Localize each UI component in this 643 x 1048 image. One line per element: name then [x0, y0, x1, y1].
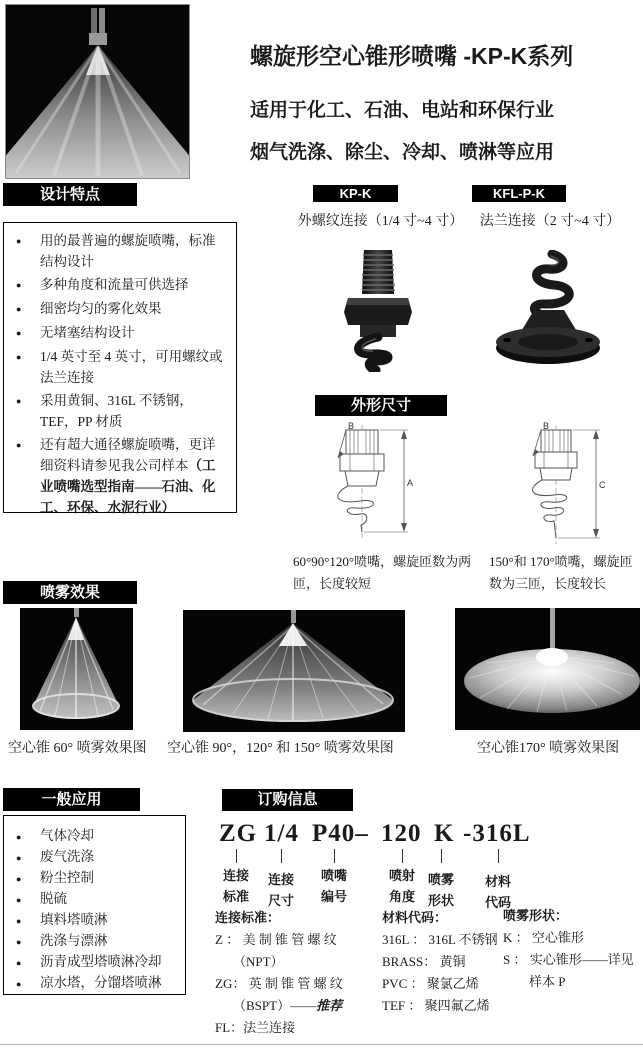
bullet-icon: ●	[16, 958, 22, 968]
legend-row: ZG： 英 制 锥 管 螺 纹	[215, 976, 343, 991]
code-label-material: 材料 代码	[484, 874, 511, 910]
list-item: ● 无堵塞结构设计	[16, 322, 230, 344]
dim-label-c: C	[599, 480, 606, 490]
list-item: ● 粉尘控制	[16, 868, 181, 889]
list-item: ● 细密均匀的雾化效果	[16, 298, 230, 320]
bullet-icon: ●	[16, 396, 22, 406]
dimension-diagram-short	[316, 420, 416, 550]
kflpk-connection-text: 法兰连接（2 寸~4 寸）	[479, 214, 621, 229]
bullet-icon: ●	[16, 304, 22, 314]
catalog-reference-bold: （工业喷嘴选型指南——石油、化工、环保、水泥行业）	[40, 458, 216, 515]
list-item: ● 脱硫	[16, 889, 181, 910]
code-label-spray-shape: 喷雾 形状	[427, 872, 454, 908]
legend-spray-shapes	[503, 905, 643, 993]
spray-photo-60	[20, 608, 133, 730]
bullet-icon: ●	[16, 352, 22, 362]
legend-row: 样本 P	[529, 974, 566, 989]
spray-caption-60: 空心锥 60° 喷雾效果图	[8, 741, 147, 756]
code-label-spray-angle: 喷射 角度	[388, 868, 415, 904]
kflpk-product-photo	[494, 250, 602, 368]
code-label-connection-standard: 连接 标准	[222, 868, 249, 904]
dim-label-b: B	[348, 421, 355, 431]
bullet-icon: ●	[16, 895, 22, 905]
legend-title: 连接标准：	[215, 910, 281, 925]
page-subtitle-2: 烟气洗涤、除尘、冷却、喷淋等应用	[250, 142, 555, 163]
order-code-connection-standard: ZG	[219, 820, 258, 847]
spray-caption-90-150: 空心锥 90°，120° 和 150° 喷雾效果图	[167, 741, 394, 756]
legend-row: K ： 空心锥形	[503, 930, 584, 945]
legend-row: BRASS： 黄铜	[382, 954, 466, 969]
bullet-icon: ●	[16, 440, 22, 450]
hero-spray-image	[6, 5, 189, 178]
legend-connection-standard	[215, 907, 387, 1039]
legend-row: FL：法兰连接	[215, 1020, 296, 1035]
dim-label-a: A	[407, 478, 414, 488]
bullet-icon: ●	[16, 280, 22, 290]
page-bottom-rule	[0, 1044, 643, 1045]
legend-row: （BSPT）——推荐	[233, 998, 343, 1013]
dimension-caption-right: 150°和 170°喷嘴，螺旋匝数为三匝，长度较长	[489, 554, 633, 591]
bullet-icon: ●	[16, 236, 22, 246]
order-code-spray-shape: K	[434, 820, 455, 847]
code-tick	[402, 849, 403, 863]
applications-box	[3, 815, 186, 995]
page-title: 螺旋形空心锥形喷嘴 -KP-K系列	[250, 43, 574, 69]
hero-spray-photo	[5, 4, 190, 179]
spray-photo-90-150	[183, 610, 405, 732]
list-item: ● 采用黄铜、316L 不锈钢，TEF，PP 材质	[16, 390, 230, 432]
kpk-connection-text: 外螺纹连接（1/4 寸~4 寸）	[297, 214, 464, 229]
list-item: ● 废气洗涤	[16, 847, 181, 868]
spray-caption-170: 空心锥170° 喷雾效果图	[477, 741, 620, 756]
order-code-nozzle-number: P40–	[312, 820, 369, 847]
design-features-box	[3, 222, 237, 513]
bullet-icon: ●	[16, 979, 22, 989]
dim-label-b: B	[543, 421, 550, 431]
list-item: ● 1/4 英寸至 4 英寸，可用螺纹或法兰连接	[16, 346, 230, 388]
section-header-kflpk: KFL-P-K	[472, 185, 566, 202]
order-code-spray-angle: 120	[381, 820, 422, 847]
legend-title: 喷雾形状：	[503, 908, 569, 923]
code-tick	[441, 849, 442, 863]
code-label-nozzle-number: 喷嘴 编号	[320, 868, 347, 904]
order-code-connection-size: 1/4	[264, 820, 299, 847]
dimension-caption-left: 60°90°120°喷嘴，螺旋匝数为两匝，长度较短	[293, 554, 472, 591]
list-item: ● 气体冷却	[16, 826, 181, 847]
list-item: ● 多种角度和流量可供选择	[16, 274, 230, 296]
code-label-connection-size: 连接 尺寸	[267, 872, 294, 908]
kpk-product-photo	[342, 248, 414, 372]
section-header-ordering: 订购信息	[222, 789, 353, 811]
legend-row: （NPT）	[233, 954, 284, 969]
legend-row: TEF ： 聚四氟乙烯	[382, 998, 490, 1013]
list-item: ● 填料塔喷淋	[16, 910, 181, 931]
design-features-list	[4, 223, 236, 518]
code-tick	[334, 849, 335, 863]
section-header-dimensions: 外形尺寸	[315, 395, 447, 416]
bullet-icon: ●	[16, 853, 22, 863]
spray-photo-170	[455, 608, 640, 730]
legend-row: PVC ： 聚氯乙烯	[382, 976, 479, 991]
list-item: ● 洗涤与漂淋	[16, 931, 181, 952]
list-item: ● 还有超大通径螺旋喷嘴，更详细资料请参见我公司样本（工业喷嘴选型指南——石油、化工、环保、水泥行业）	[16, 434, 230, 518]
bullet-icon: ●	[16, 937, 22, 947]
legend-row: Z ： 美 制 锥 管 螺 纹	[215, 932, 337, 947]
order-code-material: -316L	[463, 820, 531, 847]
section-header-design-features: 设计特点	[3, 183, 137, 206]
bullet-icon: ●	[16, 874, 22, 884]
page-subtitle-1: 适用于化工、石油、电站和环保行业	[250, 100, 555, 121]
code-tick	[498, 849, 499, 863]
section-header-spray-effects: 喷雾效果	[3, 581, 137, 604]
list-item: ● 沥青成型塔喷淋冷却	[16, 952, 181, 973]
code-tick	[236, 849, 237, 863]
applications-list	[4, 816, 185, 994]
legend-row: 316L ： 316L 不锈钢	[382, 932, 498, 947]
legend-title: 材料代码：	[382, 910, 448, 925]
list-item: ● 凉水塔，分馏塔喷淋	[16, 973, 181, 994]
list-item: ● 用的最普遍的螺旋喷嘴，标准结构设计	[16, 230, 230, 272]
bullet-icon: ●	[16, 328, 22, 338]
code-tick	[281, 849, 282, 863]
dimension-diagram-long	[512, 420, 607, 550]
bullet-icon: ●	[16, 916, 22, 926]
bullet-icon: ●	[16, 832, 22, 842]
section-header-applications: 一般应用	[3, 788, 140, 811]
legend-row: S ： 实心锥形——详见	[503, 952, 634, 967]
recommended-tag: 推荐	[316, 998, 343, 1013]
section-header-kpk: KP-K	[313, 185, 398, 202]
